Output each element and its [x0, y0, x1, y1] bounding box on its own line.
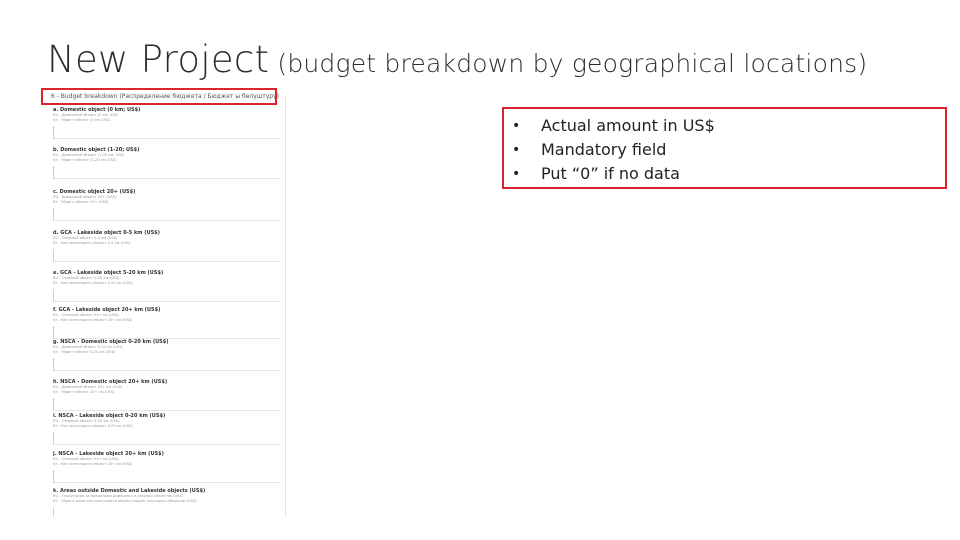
section-title: h. NSCA - Domestic object 20+ km (US$) [53, 379, 168, 385]
form-section [53, 413, 281, 445]
slide-title-main: New Project [47, 38, 270, 81]
form-section [53, 147, 281, 179]
amount-input[interactable] [53, 326, 280, 339]
note-item [504, 138, 945, 162]
section-line: KY - Көл жээгиндеги объект 0-5 км (US$) [53, 241, 131, 245]
section-line: RU - Озерный объект 0-5 км (US$) [53, 236, 118, 240]
amount-input[interactable] [53, 289, 280, 302]
section-line: KY - Үйдөгү объект (0 км; US$) [53, 118, 111, 122]
slide-title [47, 38, 867, 81]
section-line: KY - Үйдөгү объект (1-20 км; US$) [53, 158, 117, 162]
section-line: KY - Үйдөгү объект 20+ (US$) [53, 200, 109, 204]
section-line: KY - Көл жээгиндеги объект 0-20 км (US$) [53, 424, 133, 428]
note-text: Mandatory field [541, 140, 667, 159]
section-line: RU - Территории за пределами домашних и озерных объектов (US$) [53, 494, 184, 498]
form-screenshot [53, 97, 286, 517]
budget-breakdown-label: 6 - Budget breakdown (Распределение бюджета / Бюджет ы бөлүштүрү) [51, 93, 279, 100]
section-title: g. NSCA - Domestic object 0-20 km (US$) [53, 339, 169, 345]
bullet-icon: • [512, 118, 521, 134]
slide-title-subtitle: (budget breakdown by geographical locations) [277, 49, 868, 78]
form-section [53, 270, 281, 302]
note-text: Put “0” if no data [541, 164, 680, 183]
section-line: RU - Домашний объект 0-20 км (US$) [53, 345, 123, 349]
amount-input[interactable] [53, 249, 280, 262]
section-title: i. NSCA - Lakeside object 0-20 km (US$) [53, 413, 166, 419]
section-line: RU - Домашний объект 20+ (US$) [53, 195, 117, 199]
budget-breakdown-highlight [41, 88, 277, 105]
bullet-icon: • [512, 166, 521, 182]
section-line: KY - Үйдөгү объект 0-20 км (US$) [53, 350, 116, 354]
section-title: b. Domestic object (1-20; US$) [53, 147, 140, 153]
form-section [53, 307, 281, 339]
amount-input[interactable] [53, 126, 280, 139]
amount-input[interactable] [53, 208, 280, 221]
form-section [53, 488, 281, 517]
section-title: f. GCA - Lakeside object 20+ km (US$) [53, 307, 161, 313]
amount-input[interactable] [53, 166, 280, 179]
note-item [504, 162, 945, 186]
amount-input[interactable] [53, 470, 280, 483]
section-title: a. Domestic object (0 km; US$) [53, 107, 141, 113]
form-section [53, 339, 281, 371]
section-title: e. GCA - Lakeside object 5-20 km (US$) [53, 270, 164, 276]
section-line: KY - Үйдөгү жана көл жээгиндеги объекттерден тышкаркы аймактар (US$) [53, 499, 197, 503]
form-section [53, 451, 281, 483]
section-line: RU - Озерный объект 0-20 км (US$) [53, 419, 120, 423]
section-title: d. GCA - Lakeside object 0-5 km (US$) [53, 230, 160, 236]
form-section [53, 107, 281, 139]
amount-input[interactable] [53, 432, 280, 445]
note-text: Actual amount in US$ [541, 116, 715, 135]
section-title: k. Areas outside Domestic and Lakeside objects (US$) [53, 488, 206, 494]
section-line: KY - Көл жээгиндеги объект 20+ км (US$) [53, 462, 133, 466]
section-title: j. NSCA - Lakeside object 20+ km (US$) [53, 451, 164, 457]
notes-box [502, 107, 947, 189]
bullet-icon: • [512, 142, 521, 158]
note-item [504, 114, 945, 138]
amount-input[interactable] [53, 398, 280, 411]
amount-input[interactable] [53, 507, 280, 517]
notes-list [504, 109, 945, 186]
section-title: c. Domestic object 20+ (US$) [53, 189, 136, 195]
section-line: RU - Озерный объект 20+ км (US$) [53, 313, 119, 317]
section-line: RU - Озерный объект 20+ км (US$) [53, 457, 119, 461]
section-line: RU - Домашний объект (0 км; US$) [53, 113, 119, 117]
section-line: RU - Домашний объект 20+ км (US$) [53, 385, 123, 389]
form-section [53, 189, 281, 221]
section-line: KY - Көл жээгиндеги объект 5-20 км (US$) [53, 281, 133, 285]
section-line: RU - Озерный объект 5-20 км (US$) [53, 276, 120, 280]
section-line: KY - Үйдөгү объект 20+ км (US$) [53, 390, 115, 394]
section-line: RU - Домашний объект (1-20 км; US$) [53, 153, 125, 157]
section-line: KY - Көл жээгиндеги объект 20+ км (US$) [53, 318, 133, 322]
form-section [53, 230, 281, 262]
form-section [53, 379, 281, 411]
amount-input[interactable] [53, 358, 280, 371]
